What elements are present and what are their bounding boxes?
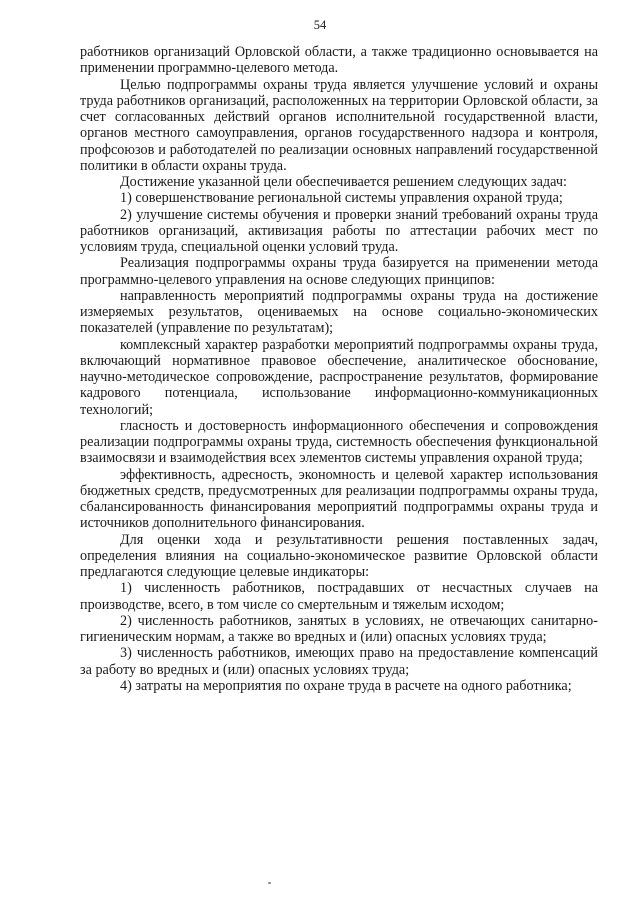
page-number: 54 [313, 18, 327, 32]
principle-item: эффективность, адресность, экономность и целевой характер использования бюджетных средств, предусмотренных для реализации подпрограммы охраны труда, сбалансированность финансирования мероприятий подпрограммы охраны труда и источников дополнительного финансирования. [80, 466, 598, 532]
paragraph-principles-intro: Реализация подпрограммы охраны труда базируется на применении метода программно-целевого управления на основе следующих принципов: [80, 255, 598, 288]
task-item-2: 2) улучшение системы обучения и проверки знаний требований охраны труда работников организаций, активизация работы по аттестации рабочих мест по условиям труда, специальной оценки условий труда. [80, 206, 598, 255]
indicator-item-1: 1) численность работников, пострадавших от несчастных случаев на производстве, всего, в том числе со смертельным и тяжелым исходом; [80, 580, 598, 613]
indicator-item-3: 3) численность работников, имеющих право на предоставление компенсаций за работу во вредных и (или) опасных условиях труда; [80, 645, 598, 678]
task-item-1: 1) совершенствование региональной системы управления охраной труда; [120, 190, 563, 207]
document-body [80, 44, 598, 694]
principle-item: комплексный характер разработки мероприятий подпрограммы охраны труда, включающий нормативное правовое обеспечение, аналитическое обоснование, научно-методическое сопровождение, распространение результатов, формирование кадрового потенциала, использование информационно-коммуникационных технологий; [80, 336, 598, 418]
scan-speck [268, 882, 271, 884]
indicator-item-2: 2) численность работников, занятых в условиях, не отвечающих санитарно-гигиеническим нормам, а также во вредных и (или) опасных условиях труда; [80, 612, 598, 645]
paragraph-continuation: работников организаций Орловской области, а также традиционно основывается на применении программно-целевого метода. [80, 44, 598, 77]
principle-item: гласность и достоверность информационного обеспечения и сопровождения реализации подпрограммы охраны труда, системность обеспечения функциональной взаимосвязи и взаимодействия всех элементов системы управления охраной труда; [80, 417, 598, 467]
paragraph-goal: Целью подпрограммы охраны труда является улучшение условий и охраны труда работников организаций, расположенных на территории Орловской области, за счет согласованных действий органов исполнительной государственной власти, органов местного самоуправления, органов государственного надзора и контроля, профсоюзов и работодателей по реализации основных направлений государственной политики в области охраны труда. [80, 76, 598, 174]
paragraph-tasks-intro: Достижение указанной цели обеспечивается решением следующих задач: [120, 174, 567, 190]
principle-item: направленность мероприятий подпрограммы охраны труда на достижение измеряемых результатов, оцениваемых на основе социально-экономических показателей (управление по результатам); [80, 287, 598, 337]
indicator-item-4: 4) затраты на мероприятия по охране труда в расчете на одного работника; [120, 677, 572, 694]
paragraph-indicators-intro: Для оценки хода и результативности решения поставленных задач, определения влияния на социально-экономическое развитие Орловской области предлагаются следующие целевые индикаторы: [80, 531, 598, 580]
